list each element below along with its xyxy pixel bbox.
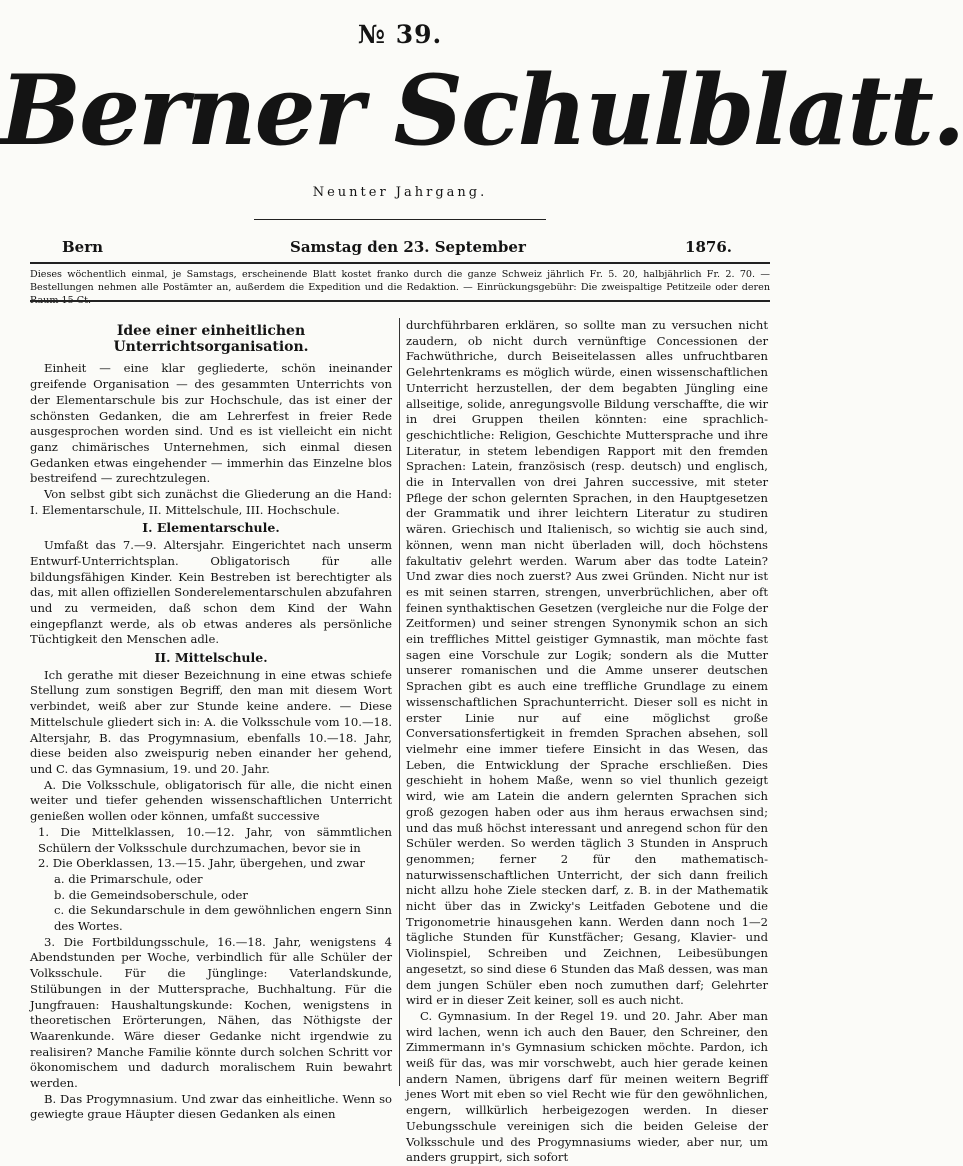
list-item: a. die Primarschule, oder [54,871,203,886]
section-heading: II. Mittelschule. [154,650,268,666]
masthead-divider [254,219,546,220]
section-paragraph: C. Gymnasium. In der Regel 19. und 20. Jahr. Aber man wird lachen, wenn ich auch den Bauer, den Schreiner, den Zimmermann in's Gymnasium schicken möchte. Pardon, ich weiß für das, was mir vorschwebt, auch hier gerade keinen andern Namen, übrigens darf für meinen weitern Begriff jenes Wort mit eben so viel Recht wie für den gewöhnlichen, engern, willkürlich herbeigezogen werden. In dieser Uebungsschule vereinigen sich die beiden Geleise der Volksschule und des Progymnasiums wieder, aber nur, um anders gruppirt, sich sofort [406,1008,768,1165]
volume-subtitle: Neunter Jahrgang. [312,185,488,200]
newspaper-title: Berner Schulblatt. [0,54,963,167]
list-item: 2. Die Oberklassen, 13.—15. Jahr, übergehen, und zwar [38,856,365,871]
column-divider [399,318,400,1086]
list-item: 1. Die Mittelklassen, 10.—12. Jahr, von sämmtlichen Schülern der Volksschule durchzumachen, bevor sie in [38,824,392,855]
section-paragraph: Umfaßt das 7.—9. Altersjahr. Eingerichtet nach unserm Entwurf-Unterrichtsplan. Obligatorisch für alle bildungsfähigen Kinder. Kein Bestreben ist berechtigter als das, mit allen offiziellen Sonderelementarschulen abzufahren und zu vermeiden, daß schon dem Kind der Wahn eingepflanzt werde, als ob etwas anderes als persönliche Tüchtigkeit den Menschen adle. [30,538,392,647]
article-title: Idee einer einheitlichen Unterrichtsorganisation. [113,323,309,355]
issue-number: № 39. [357,20,443,49]
right-column [406,318,768,1166]
section-paragraph: B. Das Progymnasium. Und zwar das einheitliche. Wenn so gewiegte graue Häupter diesen Gedanken als einen [30,1091,392,1122]
notice-rule [30,300,770,302]
section-heading: I. Elementarschule. [142,520,280,536]
intro-paragraph: Einheit — eine klar gegliederte, schön ineinander greifende Organisation — des gesammten Unterrichts von der Elementarschule bis zur Hochschule, das ist einer der schönsten Gedanken, die am Lehrerfest in freier Rede ausgesprochen worden sind. Und es ist vielleicht ein nicht ganz chimärisches Unternehmen, sich einmal diesen Gedanken etwas eingehender — immerhin das Einzelne blos bestreifend — zurechtzulegen. [30,361,392,486]
section-paragraph: A. Die Volksschule, obligatorisch für alle, die nicht einen weiter und tiefer gehenden wissenschaftlichen Unterricht genießen wollen oder können, umfaßt successive [30,777,392,824]
dateline-place: Bern [62,238,104,256]
list-item: 3. Die Fortbildungsschule, 16.—18. Jahr, wenigstens 4 Abendstunden per Woche, verbindlich für alle Schüler der Volksschule. Für die Jünglinge: Vaterlandskunde, Stilübungen in der Muttersprache, Buchhaltung. Für die Jungfrauen: Haushaltungskunde: Kochen, wenigstens in theoretischen Erörterungen, Nähen, das Nöthigste der Waarenkunde. Wäre dieser Gedanke nicht irgendwie zu realisiren? Manche Familie könnte durch solchen Schritt vor ökonomischem und dadurch moralischem Ruin bewahrt werden. [30,934,392,1091]
dateline-year: 1876. [685,238,732,256]
list-item: c. die Sekundarschule in dem gewöhnlichen engern Sinn des Wortes. [54,903,392,934]
list-item: b. die Gemeindsoberschule, oder [54,887,248,902]
top-rule [30,262,770,264]
section-paragraph: durchführbaren erklären, so sollte man zu versuchen nicht zaudern, ob nicht durch vernünftige Concessionen der Fachwüthriche, durch Beiseitelassen alles unfruchtbaren Gelehrtenkrams es möglich würde, einen wissenschaftlichen Unterricht herzustellen, der dem begabten Jüngling eine allseitige, solide, anregungsvolle Bildung verschaffte, die wir in drei Gruppen theilen könnten: eine sprachlich-geschichtliche: Religion, Geschichte Muttersprache und ihre Literatur, in stetem lebendigen Rapport mit den fremden Sprachen: Latein, französisch (resp. deutsch) und englisch, die in Intervallen von drei Jahren successive, mit steter Pflege der schon gelernten Sprachen, in den Hauptgesetzen der Grammatik und ihrer leichtern Literatur zu studiren wären. Griechisch und Italienisch, so wichtig sie auch sind, können, wenn man nicht überladen will, doch höchstens fakultativ gelehrt werden. Warum aber das todte Latein? Und zwar dies noch zuerst? Aus zwei Gründen. Nicht nur ist es mit seinen starren, strengen, unverbrüchlichen, aber oft feinen synthaktischen Gesetzen (vergleiche nur die Folge der Zeitformen) und seiner strengen Synonymik schon an sich ein treffliches Mittel geistiger Gymnastik, man möchte fast sagen eine Vorschule zur Logik; sondern als die Mutter unserer romanischen und die Amme unserer deutschen Sprachen gibt es auch eine treffliche Grundlage zu einem wissenschaftlichen Sprachunterricht. Dieser soll es nicht in erster Linie nur auf eine möglichst große Conversationsfertigkeit in fremden Sprachen absehen, soll vielmehr eine immer tiefere Einsicht in das Wesen, das Leben, die Entwicklung der Sprache erschließen. Dies geschieht in hohem Maße, wenn so viel thunlich gezeigt wird, wie am Latein die andern gelernten Sprachen sich groß gezogen haben oder aus ihm heraus erwachsen sind; und das muß höchst interessant und anregend schon für den Schüler werden. So werden täglich 3 Stunden in Anspruch genommen; ferner 2 für den mathematisch-naturwissenschaftlichen Unterricht, der sich dann freilich nicht allzu hohe Ziele stecken darf, z. B. in der Mathematik nicht über das in Zwicky's Leitfaden Gebotene und die Trigonometrie hinausgehen kann. Werden dann noch 1—2 tägliche Stunden für Kunstfächer; Gesang, Klavier- und Violinspiel, Schreiben und Zeichnen, Leibesübungen angesetzt, so sind diese 6 Stunden das Maß dessen, was man dem jungen Schüler eben noch zumuthen darf; Gelehrter wird er in dieser Zeit keiner, soll es auch nicht. [406,318,768,1008]
left-column [30,318,392,1123]
dateline-date: Samstag den 23. September [290,238,526,256]
intro-paragraph: Von selbst gibt sich zunächst die Gliederung an die Hand: I. Elementarschule, II. Mittelschule, III. Hochschule. [30,487,392,517]
section-paragraph: Ich gerathe mit dieser Bezeichnung in eine etwas schiefe Stellung zum sonstigen Begriff, den man mit diesem Wort verbindet, weiß aber zur Stunde keine andere. — Diese Mittelschule gliedert sich in: A. die Volksschule vom 10.—18. Altersjahr, B. das Progymnasium, ebenfalls 10.—18. Jahr, diese beiden also zweispurig neben einander her gehend, und C. das Gymnasium, 19. und 20. Jahr. [30,667,392,776]
subscription-notice: Dieses wöchentlich einmal, je Samstags, erscheinende Blatt kostet franko durch die ganze Schweiz jährlich Fr. 5. 20, halbjährlich Fr. 2. 70. — Bestellungen nehmen alle Postämter an, außerdem die Expedition und die Redaktion. — Einrückungsgebühr: Die zweispaltige Petitzeile oder deren Raum 15 Ct. [30,269,770,306]
